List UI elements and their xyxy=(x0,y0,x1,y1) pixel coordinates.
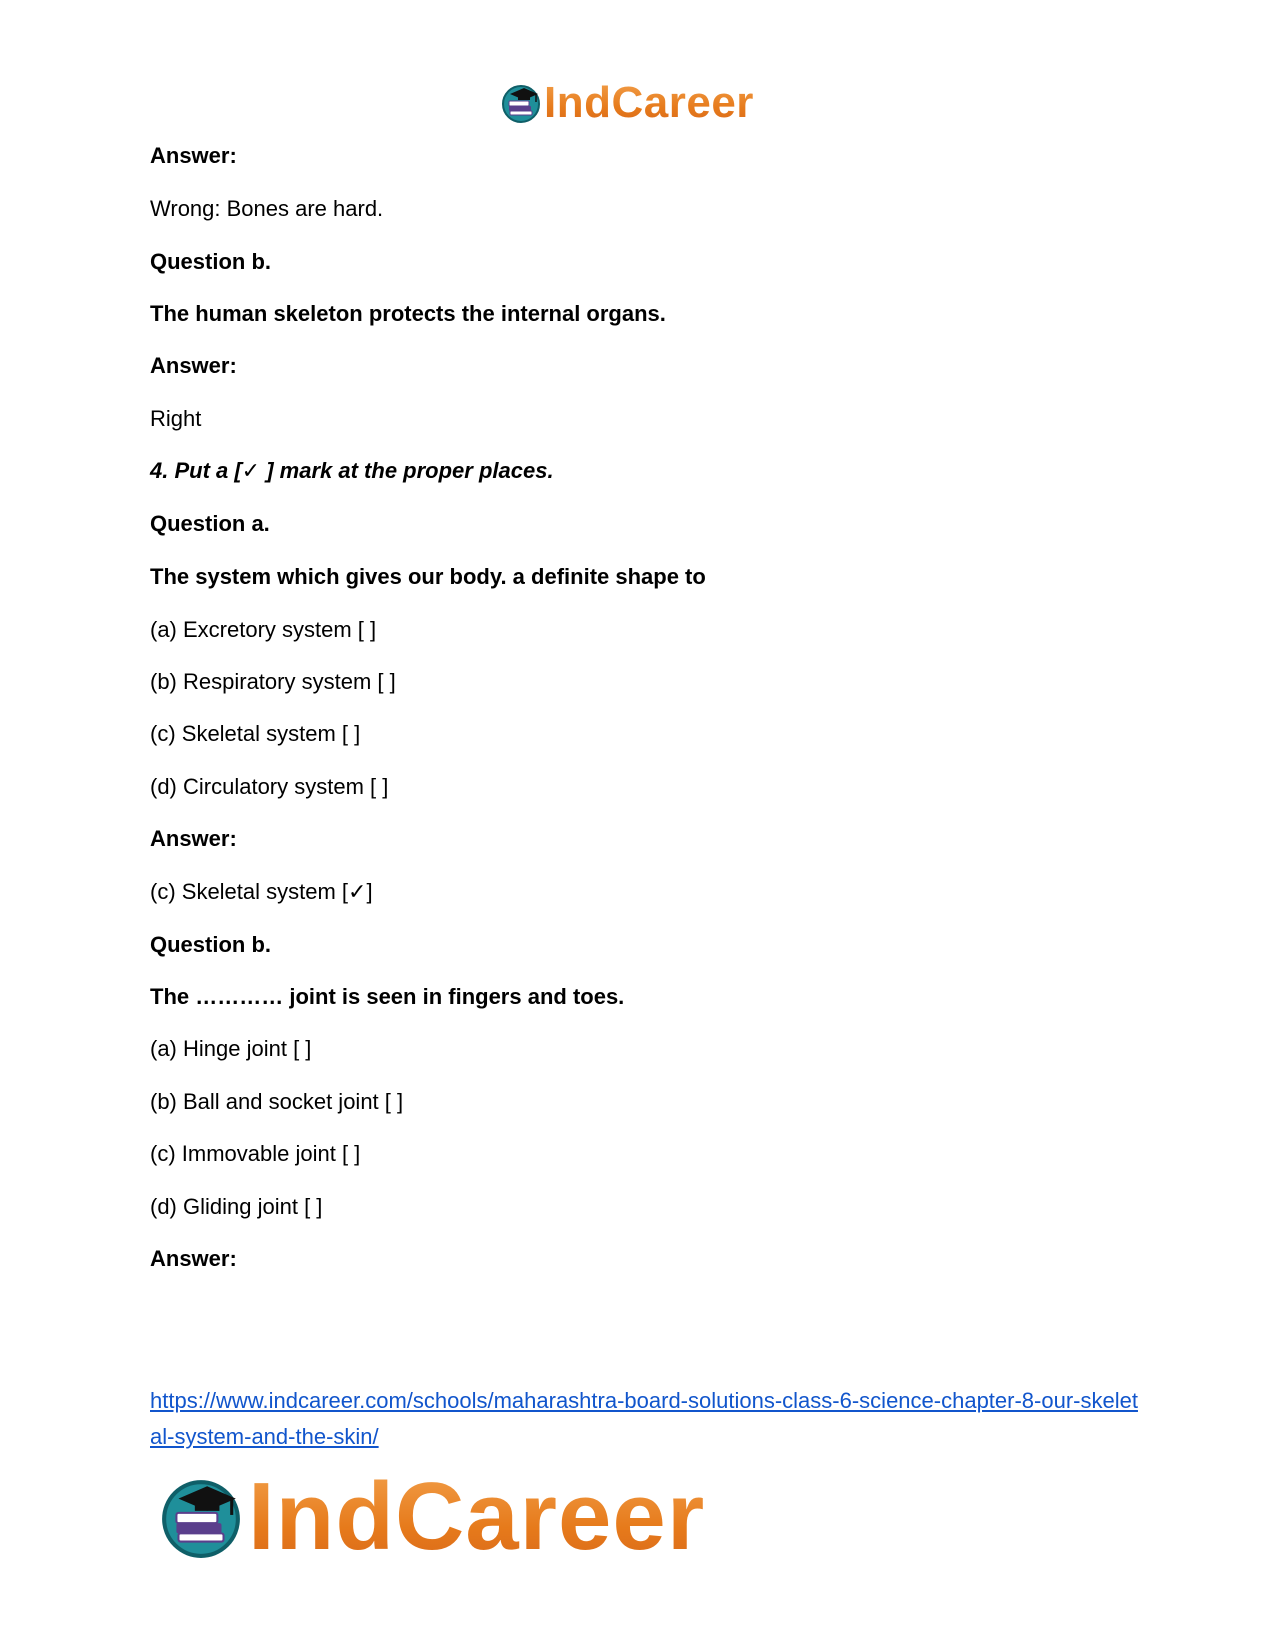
answer-text: Wrong: Bones are hard. xyxy=(150,196,384,221)
option-item: (b) Ball and socket joint [ ] xyxy=(150,1089,404,1114)
question-text: The human skeleton protects the internal organs. xyxy=(150,301,666,326)
answer-label: Answer: xyxy=(150,1246,237,1271)
option-item: (a) Excretory system [ ] xyxy=(150,617,377,642)
question-text: The ………… joint is seen in fingers and toes. xyxy=(150,984,625,1009)
answer-text: Right xyxy=(150,406,202,431)
header-logo xyxy=(500,78,754,128)
option-item: (b) Respiratory system [ ] xyxy=(150,669,396,694)
option-item: (a) Hinge joint [ ] xyxy=(150,1036,312,1061)
answer-label: Answer: xyxy=(150,143,237,168)
graduation-cap-book-globe-icon xyxy=(158,1474,244,1560)
question-label: Question b. xyxy=(150,249,271,274)
footer-logo xyxy=(158,1462,705,1572)
section-heading: 4. Put a [✓ ] mark at the proper places. xyxy=(150,458,554,483)
option-item: (c) Skeletal system [ ] xyxy=(150,721,361,746)
question-label: Question a. xyxy=(150,511,270,536)
answer-label: Answer: xyxy=(150,826,237,851)
option-item: (d) Gliding joint [ ] xyxy=(150,1194,323,1219)
answer-label: Answer: xyxy=(150,353,237,378)
answer-text: (c) Skeletal system [✓] xyxy=(150,879,373,904)
logo-text: IndCareer xyxy=(248,1463,706,1570)
option-item: (d) Circulatory system [ ] xyxy=(150,774,389,799)
option-item: (c) Immovable joint [ ] xyxy=(150,1141,361,1166)
question-label: Question b. xyxy=(150,932,271,957)
graduation-cap-book-globe-icon xyxy=(500,82,542,124)
source-url-link[interactable]: https://www.indcareer.com/schools/maharashtra-board-solutions-class-6-science-chapter-8-our-skeletal-system-and-the-skin/ xyxy=(150,1388,1138,1449)
logo-text: IndCareer xyxy=(544,78,754,127)
question-text: The system which gives our body. a definite shape to xyxy=(150,564,706,589)
